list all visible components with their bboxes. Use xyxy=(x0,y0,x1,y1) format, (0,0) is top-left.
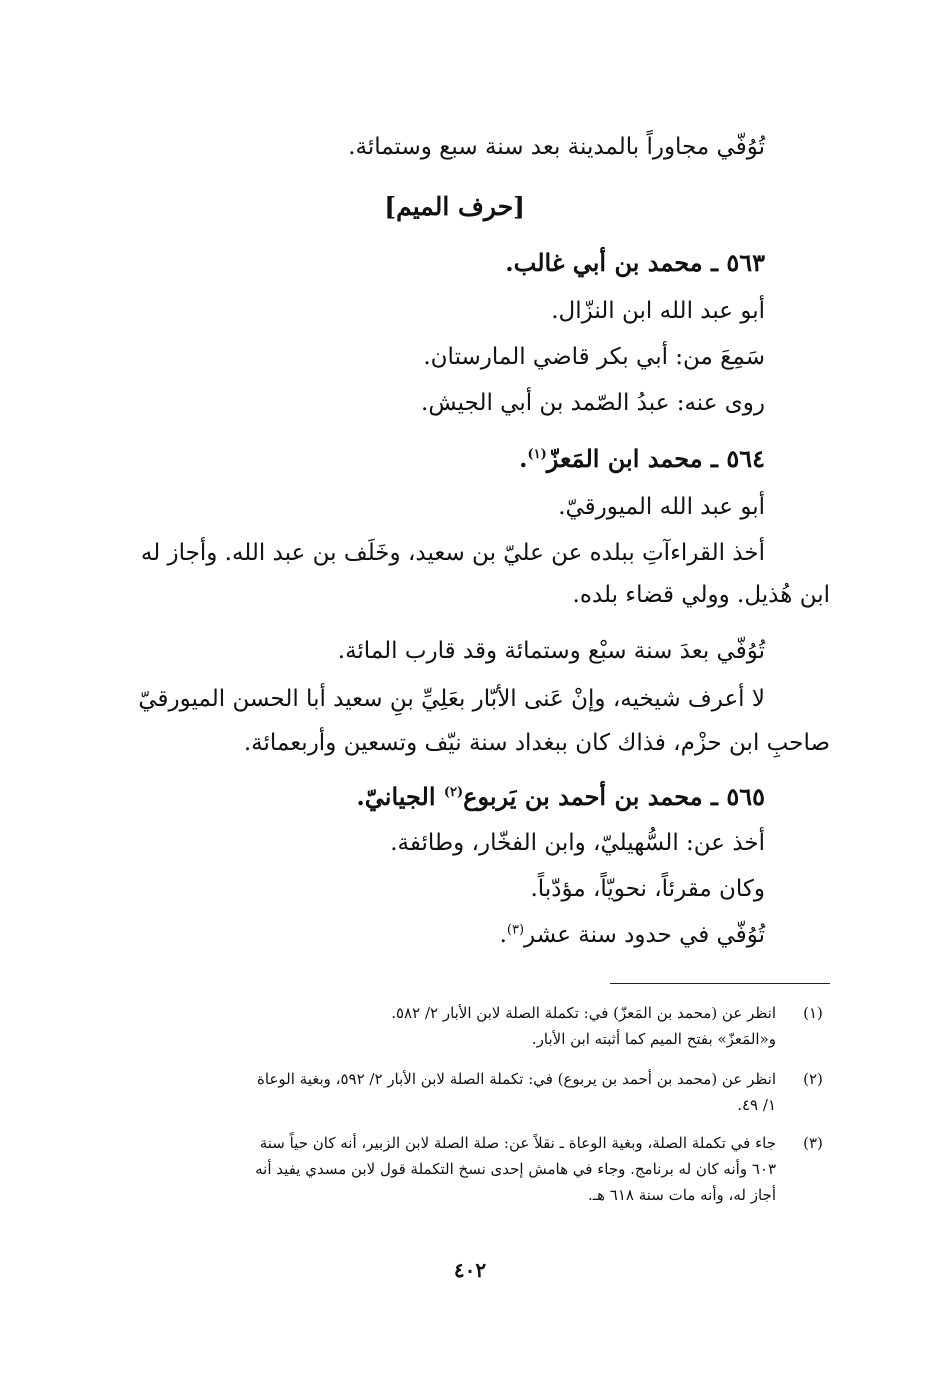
footnote-2 xyxy=(110,1066,830,1118)
footnote-ref: (٢) xyxy=(443,785,464,800)
body-line xyxy=(500,920,765,950)
body-line: ابن هُذيل. وولي قضاء بلده. xyxy=(572,582,830,608)
body-line: روى عنه: عبدُ الصّمد بن أبي الجيش. xyxy=(421,390,765,416)
body-line: تُوُفّي مجاوراً بالمدينة بعد سنة سبع وستمائة. xyxy=(348,134,765,160)
body-line: وكان مقرئاً، نحويّاً، مؤدّباً. xyxy=(530,876,765,902)
body-line-end: . xyxy=(499,922,507,948)
footnote-body xyxy=(110,1000,776,1052)
footnote-1 xyxy=(110,1000,830,1052)
entry-title-text: ٥٦٥ ـ محمد بن أحمد بن يَربوع xyxy=(463,782,765,811)
footnote-number: (٣) xyxy=(803,1134,823,1152)
entry-title-text: ٥٦٤ ـ محمد ابن المَعزّ xyxy=(546,444,765,473)
entry-title-564 xyxy=(519,444,765,474)
body-line: أخذ القراءآتِ ببلده عن عليّ بن سعيد، وخَلَف بن عبد الله. وأجاز له xyxy=(140,540,765,566)
footnote-body xyxy=(110,1130,776,1208)
footnote-line: جاء في تكملة الصلة، وبغية الوعاة ـ نقلاً عن: صلة الصلة لابن الزبير، أنه كان حياً سنة xyxy=(259,1134,776,1152)
entry-title-end: . xyxy=(519,444,528,473)
body-line: لا أعرف شيخيه، وإنْ عَنى الأبّار بعَلِيِّ بنِ سعيد أبا الحسن الميورقيّ xyxy=(138,686,765,712)
footnote-ref: (١) xyxy=(527,447,547,462)
footnote-line: ٦٠٣ وأنه كان له برنامج. وجاء في هامش إحدى نسخ التكملة قول لابن مسدي يفيد أنه xyxy=(255,1160,776,1178)
footnote-body xyxy=(110,1066,776,1118)
body-line: أبو عبد الله ابن النزّال. xyxy=(551,298,765,324)
footnote-number: (٢) xyxy=(803,1070,823,1088)
footnote-line: انظر عن (محمد بن أحمد بن يربوع) في: تكملة الصلة لابن الأبار ٢/ ٥٩٢، وبغية الوعاة xyxy=(257,1070,776,1088)
footnote-line: و«المَعزّ» بفتح الميم كما أثبته ابن الأبار. xyxy=(531,1030,776,1048)
footnote-separator xyxy=(610,983,830,984)
footnote-line: ١/ ٤٩. xyxy=(737,1096,776,1114)
page-number: ٤٠٢ xyxy=(453,1258,487,1282)
footnote-line: انظر عن (محمد بن المَعزّ) في: تكملة الصلة لابن الأبار ٢/ ٥٨٢. xyxy=(391,1004,776,1022)
body-line: تُوُفّي بعدَ سنة سبْع وستمائة وقد قارب المائة. xyxy=(337,638,765,664)
footnote-3 xyxy=(110,1130,830,1208)
entry-title-565 xyxy=(356,782,765,812)
body-line: أبو عبد الله الميورقيّ. xyxy=(558,494,765,520)
body-line: أخذ عن: السُّهيليّ، وابن الفخّار، وطائفة. xyxy=(390,830,765,856)
entry-title-end: الجيانيّ. xyxy=(356,782,444,811)
body-line-text: تُوُفّي في حدود سنة عشر xyxy=(524,922,765,948)
footnote-ref: (٣) xyxy=(506,922,525,938)
body-line: صاحبِ ابن حزْم، فذاك كان ببغداد سنة نيّف وتسعين وأربعمائة. xyxy=(243,730,830,756)
body-line: سَمِعَ من: أبي بكر قاضي المارستان. xyxy=(423,344,765,370)
footnote-line: أجاز له، وأنه مات سنة ٦١٨ هـ. xyxy=(587,1186,776,1204)
footnote-number: (١) xyxy=(803,1004,823,1022)
entry-title-563: ٥٦٣ ـ محمد بن أبي غالب. xyxy=(505,248,765,277)
section-heading: [حرف الميم] xyxy=(384,192,525,221)
